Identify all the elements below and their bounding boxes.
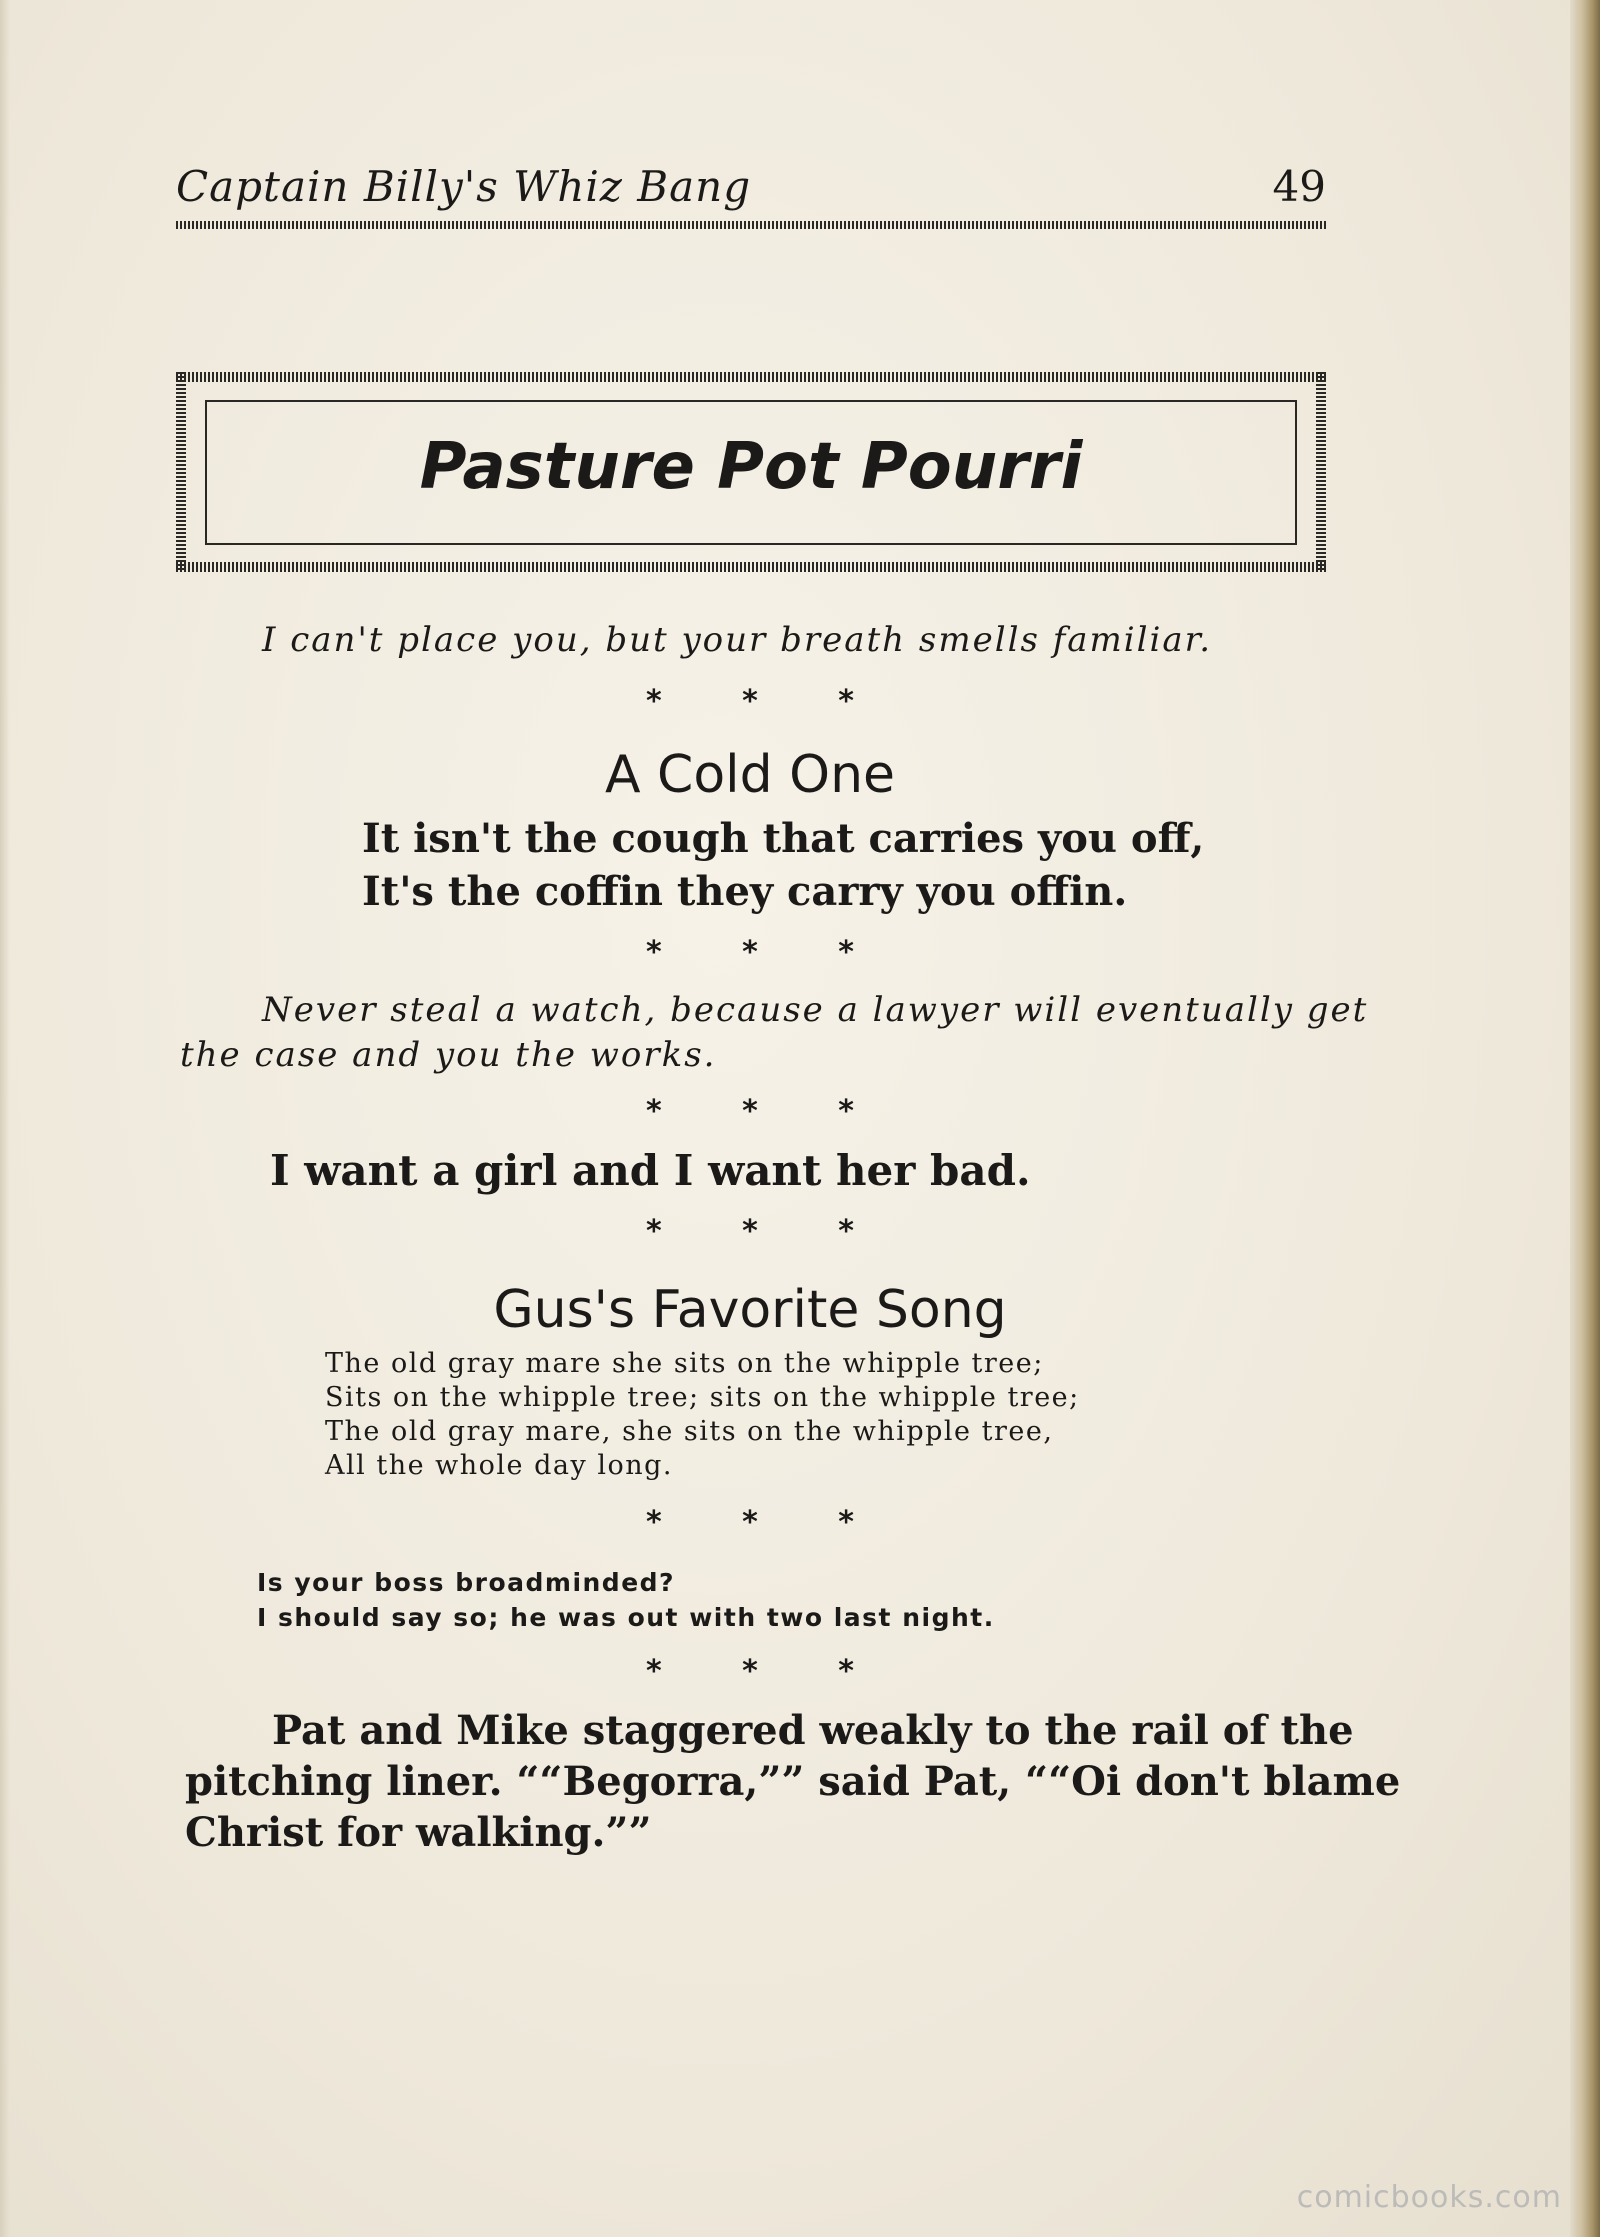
pat-mike-line-3: Christ for walking.”” — [185, 1809, 652, 1856]
header-rule — [176, 221, 1326, 229]
separator-stars: * * * — [646, 1505, 854, 1540]
page-number: 49 — [1272, 162, 1326, 211]
watermark: comicbooks.com — [1296, 2180, 1562, 2215]
section-heading-cold-one: A Cold One — [604, 745, 896, 805]
joke-breath: I can't place you, but your breath smells familiar. — [262, 620, 1213, 660]
binding-spine — [1570, 0, 1600, 2237]
separator-stars: * * * — [646, 1214, 854, 1249]
section-heading-gus-song: Gus's Favorite Song — [493, 1280, 1007, 1340]
gus-song-line-3: The old gray mare, she sits on the whipple tree, — [325, 1416, 1054, 1447]
title-box-border-bottom — [176, 562, 1326, 572]
cold-one-line-2: It's the coffin they carry you offin. — [362, 868, 1128, 915]
boss-joke-line-2: I should say so; he was out with two last night. — [257, 1603, 995, 1632]
separator-stars: * * * — [646, 1094, 854, 1129]
separator-stars: * * * — [646, 1654, 854, 1689]
gus-song-line-2: Sits on the whipple tree; sits on the whipple tree; — [325, 1382, 1080, 1413]
girl-line: I want a girl and I want her bad. — [270, 1146, 1031, 1195]
watch-joke-line-2: the case and you the works. — [180, 1035, 717, 1075]
gus-song-line-1: The old gray mare she sits on the whipple tree; — [325, 1348, 1044, 1379]
gus-song-line-4: All the whole day long. — [325, 1450, 673, 1481]
magazine-title: Captain Billy's Whiz Bang — [176, 162, 752, 211]
pat-mike-line-1: Pat and Mike staggered weakly to the rail of the — [272, 1707, 1354, 1754]
watch-joke-line-1: Never steal a watch, because a lawyer will eventually get — [262, 990, 1369, 1030]
running-header — [176, 162, 1326, 222]
article-title: Pasture Pot Pourri — [419, 430, 1083, 504]
cold-one-line-1: It isn't the cough that carries you off, — [362, 815, 1205, 862]
boss-joke-line-1: Is your boss broadminded? — [257, 1568, 676, 1597]
title-box-border-top — [176, 372, 1326, 382]
separator-stars: * * * — [646, 935, 854, 970]
pat-mike-line-2: pitching liner. ““Begorra,”” said Pat, ““Oi don't blame — [185, 1758, 1401, 1805]
separator-stars: * * * — [646, 684, 854, 719]
